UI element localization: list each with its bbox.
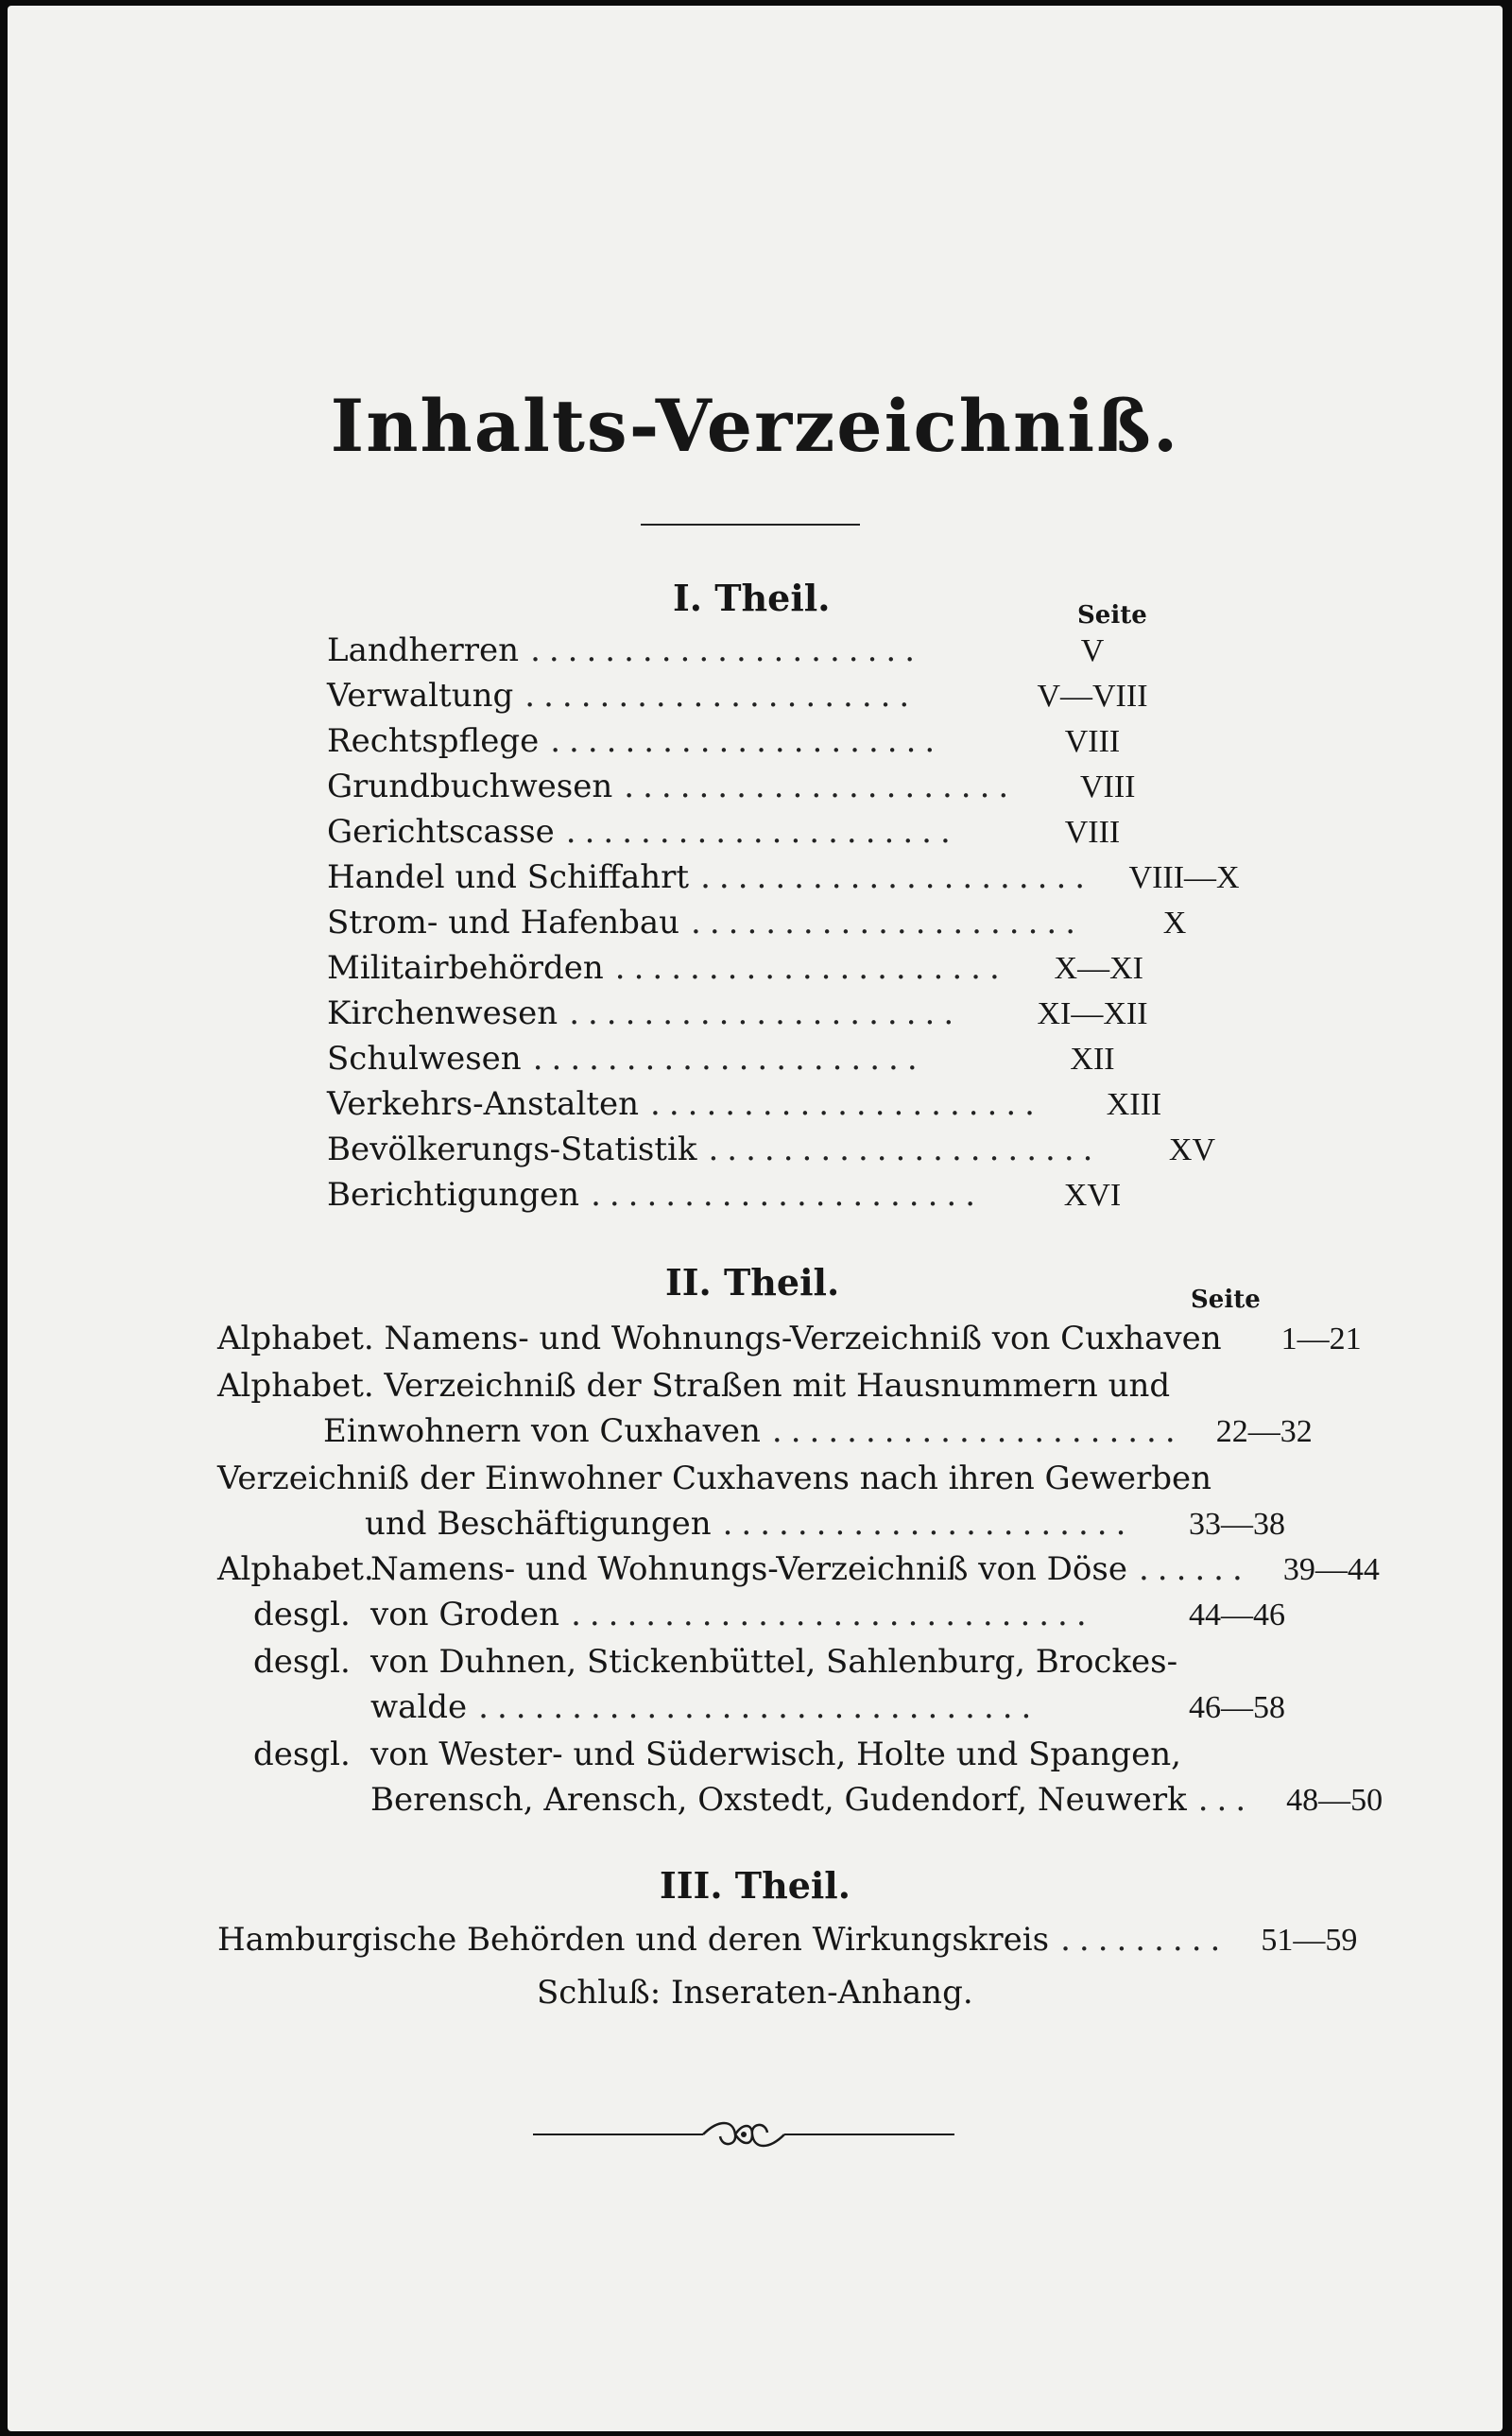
toc-row: Rechtspflege ..................... VIII <box>327 722 1121 760</box>
toc-row: Verwaltung ..................... V—VIII <box>327 677 1148 715</box>
part3-heading: III. Theil. <box>660 1864 850 1907</box>
toc-row: Alphabet. Namens- und Wohnungs-Verzeichniß von Cuxhaven 1—21 <box>217 1320 1362 1357</box>
toc-row: Verkehrs-Anstalten ..................... XIII <box>327 1085 1162 1123</box>
toc-row: walde .............................. 46—58 <box>370 1688 1285 1726</box>
toc-row-prefix: desgl. <box>253 1596 351 1633</box>
toc-row: von Groden ............................ 44—46 <box>370 1596 1285 1633</box>
toc-row-line: Verzeichniß der Einwohner Cuxhavens nach ihren Gewerben <box>217 1460 1212 1497</box>
toc-row-prefix: desgl. <box>253 1736 351 1773</box>
toc-row: Strom- und Hafenbau ..................... X <box>327 904 1187 942</box>
part2-seite-label: Seite <box>1191 1286 1261 1314</box>
toc-row-line: von Wester- und Süderwisch, Holte und Spangen, <box>370 1736 1181 1773</box>
scroll-ornament-icon <box>533 2114 954 2155</box>
toc-row: Kirchenwesen ..................... XI—XII <box>327 994 1148 1032</box>
part1-heading: I. Theil. <box>673 577 831 619</box>
document-page <box>8 6 1503 2431</box>
toc-row: Grundbuchwesen ..................... VIII <box>327 768 1136 805</box>
toc-row-line: von Duhnen, Stickenbüttel, Sahlenburg, Brockes- <box>370 1643 1178 1681</box>
toc-row-line: Alphabet. Verzeichniß der Straßen mit Hausnummern und <box>217 1367 1171 1405</box>
title-rule <box>641 524 860 526</box>
toc-row: Berensch, Arensch, Oxstedt, Gudendorf, Neuwerk ... 48—50 <box>370 1781 1383 1819</box>
part2-heading: II. Theil. <box>665 1261 840 1304</box>
toc-row: Berichtigungen ..................... XVI <box>327 1176 1122 1214</box>
toc-row: Namens- und Wohnungs-Verzeichniß von Döse ...... 39—44 <box>370 1550 1380 1588</box>
toc-row-prefix: Alphabet. <box>217 1550 374 1588</box>
toc-row: Bevölkerungs-Statistik ..................... XV <box>327 1131 1215 1168</box>
part1-seite-label: Seite <box>1077 601 1147 630</box>
toc-row: Militairbehörden ..................... X—XI <box>327 949 1143 987</box>
toc-row: Handel und Schiffahrt ..................... VIII—X <box>327 858 1240 896</box>
toc-row: Hamburgische Behörden und deren Wirkungskreis ......... 51—59 <box>217 1921 1358 1959</box>
toc-row: Schulwesen ..................... XII <box>327 1040 1115 1078</box>
toc-row-prefix: desgl. <box>253 1643 351 1681</box>
closing-note: Schluß: Inseraten-Anhang. <box>537 1974 973 2012</box>
page-title: Inhalts-Verzeichniß. <box>330 384 1180 468</box>
toc-row: Einwohnern von Cuxhaven ...................... 22—32 <box>323 1412 1313 1450</box>
toc-row: Gerichtscasse ..................... VIII <box>327 813 1121 851</box>
toc-row: und Beschäftigungen ...................... 33—38 <box>365 1505 1285 1543</box>
toc-row: Landherren ..................... V <box>327 631 1105 669</box>
